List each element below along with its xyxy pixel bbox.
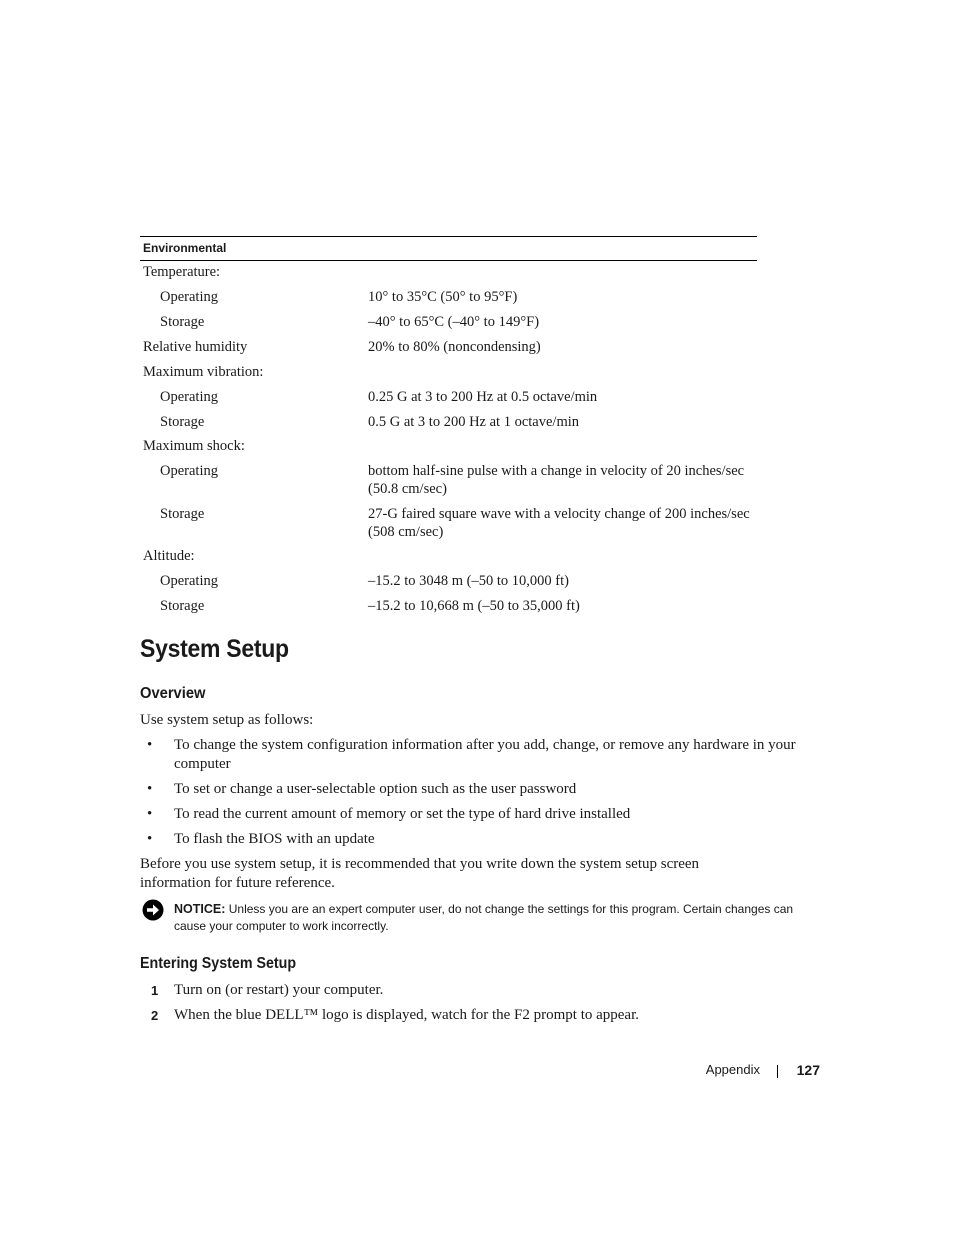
step-text: When the blue DELL™ logo is displayed, watch for the F2 prompt to appear. (174, 1007, 640, 1023)
row-value: 20% to 80% (noncondensing) (368, 339, 541, 355)
row-label: Maximum shock: (143, 438, 245, 454)
bullet-icon: • (147, 737, 153, 753)
row-label: Altitude: (143, 548, 195, 564)
row-value: –15.2 to 10,668 m (–50 to 35,000 ft) (368, 598, 580, 614)
list-item-text: To flash the BIOS with an update (174, 831, 375, 847)
row-label: Operating (160, 289, 218, 305)
page-footer (600, 1062, 820, 1082)
step-number: 2 (151, 1008, 159, 1023)
row-value: –15.2 to 3048 m (–50 to 10,000 ft) (368, 573, 569, 589)
row-label: Maximum vibration: (143, 364, 264, 380)
notice-arrow-icon (142, 899, 164, 921)
table-header: Environmental (140, 236, 757, 261)
row-label: Relative humidity (143, 339, 248, 355)
step-text: Turn on (or restart) your computer. (174, 982, 384, 998)
bullet-icon: • (147, 781, 153, 797)
row-value: –40° to 65°C (–40° to 149°F) (368, 314, 540, 330)
footer-section: Appendix (705, 1062, 760, 1077)
row-label: Storage (160, 314, 205, 330)
list-item-text: To change the system configuration information after you add, change, or remove any hardware in your computer (174, 737, 796, 772)
notice-text: Unless you are an expert computer user, do not change the settings for this program. Certain changes can cause your computer to work incorrectly. (174, 902, 794, 933)
row-label: Operating (160, 463, 218, 479)
page-title: System Setup (140, 635, 289, 663)
row-label: Temperature: (143, 264, 221, 280)
row-label: Operating (160, 389, 218, 405)
overview-intro: Use system setup as follows: (140, 712, 314, 728)
entering-heading: Entering System Setup (140, 955, 297, 972)
overview-heading: Overview (140, 685, 206, 702)
row-value: 27-G faired square wave with a velocity change of 200 inches/sec (508 cm/sec) (368, 506, 750, 540)
page-number: 127 (796, 1062, 820, 1078)
footer-divider (777, 1065, 778, 1078)
notice-label: NOTICE: (174, 902, 226, 916)
list-item-text: To set or change a user-selectable option such as the user password (174, 781, 577, 797)
row-value: 10° to 35°C (50° to 95°F) (368, 289, 518, 305)
bullet-icon: • (147, 806, 153, 822)
step-number: 1 (151, 983, 159, 998)
row-label: Storage (160, 414, 205, 430)
list-item-text: To read the current amount of memory or set the type of hard drive installed (174, 806, 631, 822)
row-value: 0.5 G at 3 to 200 Hz at 1 octave/min (368, 414, 580, 430)
row-label: Storage (160, 506, 205, 522)
row-value: 0.25 G at 3 to 200 Hz at 0.5 octave/min (368, 389, 598, 405)
row-value: bottom half-sine pulse with a change in velocity of 20 inches/sec (50.8 cm/sec) (368, 463, 745, 497)
row-label: Storage (160, 598, 205, 614)
environmental-table (140, 236, 757, 614)
bullet-icon: • (147, 831, 153, 847)
row-label: Operating (160, 573, 218, 589)
before-paragraph: Before you use system setup, it is recommended that you write down the system setup screen information for future reference. (140, 856, 700, 891)
